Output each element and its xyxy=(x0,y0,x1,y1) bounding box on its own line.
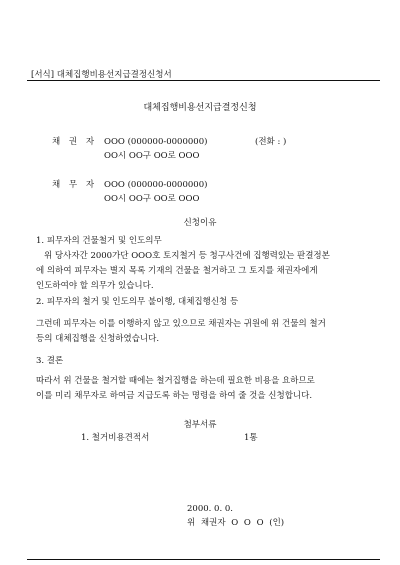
section1-line: 에 의하여 피무자는 별지 목록 기재의 건물을 철거하고 그 토지를 채권자에게 xyxy=(36,266,318,276)
section3-line: 따라서 위 건물을 철거할 때에는 철거집행을 하는데 필요한 비용을 요하므로 xyxy=(36,376,315,386)
attachment-item: 1. 철거비용견적서 xyxy=(81,433,150,443)
section2-line: 그런데 피무자는 이를 이행하지 않고 있으므로 채권자는 귀원에 위 건물의 철거 xyxy=(36,319,326,329)
debtor-address: OO시 OO구 OO로 OOO xyxy=(104,194,200,204)
debtor-label: 채 무 자 xyxy=(52,180,98,190)
document-title: 대체집행비용선지급결정신청 xyxy=(143,103,257,113)
attachment-count: 1통 xyxy=(244,433,258,443)
document-date: 2000. 0. 0. xyxy=(187,504,233,514)
section1-line: 위 당사자간 2000가단 OOO호 토지철거 등 청구사건에 집행력있는 판결정본 xyxy=(44,251,330,261)
creditor-name: OOO (000000-0000000) xyxy=(104,137,208,147)
attachments-heading: 첨부서류 xyxy=(183,420,217,430)
signature-line: 위 채권자 O O O (인) xyxy=(187,518,285,528)
section2-line: 등의 대체집행을 신청하였습니다. xyxy=(36,334,160,344)
debtor-name: OOO (000000-0000000) xyxy=(104,180,208,190)
reasons-heading: 신청이유 xyxy=(183,218,217,228)
creditor-phone: (전화 : ) xyxy=(255,137,287,147)
creditor-label: 채 권 자 xyxy=(52,137,98,147)
form-label: [서식] 대체집행비용선지급결정신청서 xyxy=(31,70,172,80)
section3-line: 이를 미리 채무자로 하여금 지급도록 하는 명령을 하여 줄 것을 신청합니다. xyxy=(36,391,313,401)
section3-heading: 3. 결론 xyxy=(36,356,64,366)
section2-heading: 2. 피무자의 철거 및 인도의무 불이행, 대체집행신청 등 xyxy=(36,297,239,307)
section1-heading: 1. 피무자의 건물철거 및 인도의무 xyxy=(36,236,162,246)
creditor-address: OO시 OO구 OO로 OOO xyxy=(104,151,200,161)
section1-line: 인도하여야 할 의무가 있습니다. xyxy=(36,281,154,291)
